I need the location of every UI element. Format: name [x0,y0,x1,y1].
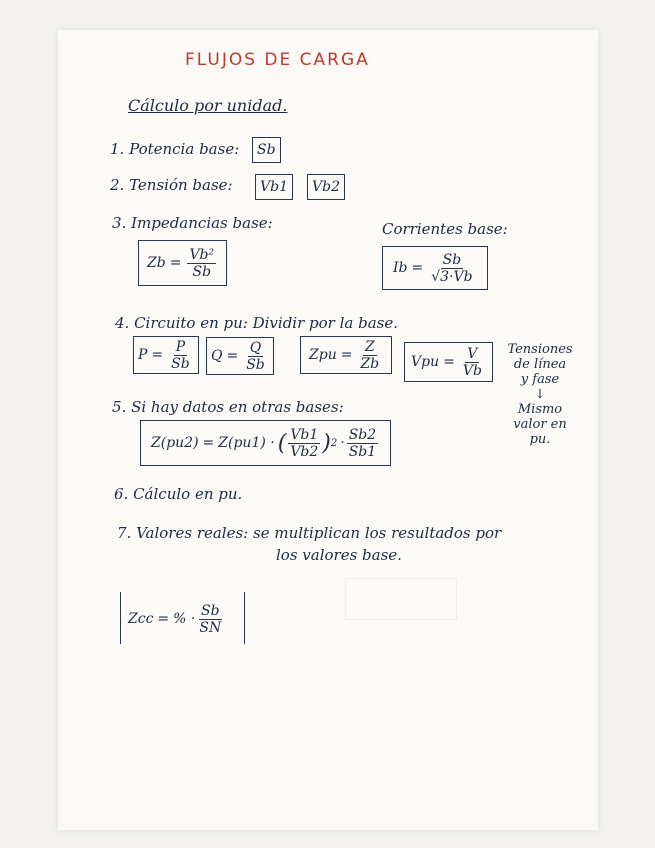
zcc-right-bracket [236,592,245,644]
q-lhs: Q [211,348,223,364]
step-2-box-1-label: Vb1 [260,179,288,195]
equals-sign: = [226,348,239,364]
step-3-text: 3. Impedancias base: [112,214,273,232]
conv-lhs: Z(pu2) [151,435,199,451]
bleed-through-mark [345,578,457,620]
zb-denominator: Sb [192,263,212,280]
equals-sign: = [443,354,455,370]
q-numerator: Q [249,339,262,356]
step-4-text: 4. Circuito en pu: Dividir por la base. [115,314,399,332]
step-1-text: 1. Potencia base: [110,140,240,158]
equals-sign: = [411,260,424,276]
step-7-text-line-1: 7. Valores reales: se multiplican los resultados por [117,524,502,542]
step-1-box [252,137,281,163]
open-paren: ( [277,430,287,456]
equals-sign: = [151,347,164,363]
conv-power-denominator: Sb1 [348,443,377,460]
conv-exponent: 2 [330,437,338,449]
zcc-fraction [197,603,223,636]
currents-base-text: Corrientes base: [382,220,508,238]
dot-operator: · [340,435,345,451]
vpu-numerator: V [467,345,478,362]
base-conversion-formula-box [140,420,391,466]
vpu-formula-box [404,342,493,382]
step-5-text: 5. Si hay datos en otras bases: [112,398,344,416]
equals-sign: = [169,255,182,271]
side-note-line-5: valor en [513,417,567,432]
arrow-down-icon: ↓ [534,387,546,402]
step-6-text: 6. Cálculo en pu. [114,485,243,503]
zpu-lhs: Zpu [309,347,337,363]
step-1-box-label: Sb [257,142,276,158]
p-numerator: P [175,338,186,355]
section-subtitle: Cálculo por unidad. [128,96,288,115]
zpu-fraction [358,339,381,372]
close-paren: ) [322,430,331,456]
ib-denominator: √3·Vb [431,268,473,285]
side-note-line-4: Mismo [517,402,563,417]
step-7-text-line-2: los valores base. [276,546,402,564]
side-note-line-2: de línea [513,357,567,372]
p-denominator: Sb [171,355,190,372]
vpu-denominator: Vb [462,362,482,379]
p-lhs: P [138,347,148,363]
step-2-box-2 [307,174,345,200]
zcc-mid: % · [173,611,196,627]
step-2-box-1 [255,174,293,200]
zpu-formula-box [300,336,392,374]
zcc-lhs: Zcc [128,611,154,627]
conv-voltage-denominator: Vb2 [290,443,319,460]
step-2-box-2-label: Vb2 [312,179,340,195]
equals-sign: = [157,611,170,627]
step-2-text: 2. Tensión base: [110,176,233,194]
zb-formula-box [138,240,227,286]
p-fraction [169,339,192,372]
side-note-line-3: y fase [520,372,560,387]
zb-numerator: Vb² [189,246,215,263]
q-denominator: Sb [246,356,265,373]
ib-numerator: Sb [442,251,462,268]
conv-voltage-fraction [288,427,320,460]
conv-power-numerator: Sb2 [348,426,377,443]
side-note-line-6: pu. [529,432,551,447]
zcc-numerator: Sb [201,602,220,619]
vpu-fraction [461,346,484,379]
q-fraction [244,340,267,373]
ib-formula-box [382,246,488,290]
zpu-numerator: Z [364,338,375,355]
p-formula-box [133,336,199,374]
ib-lhs: Ib [393,260,408,276]
side-note [500,342,580,447]
zpu-denominator: Zb [360,355,380,372]
zcc-formula [124,598,229,640]
ib-fraction [429,252,474,285]
q-formula-box [206,337,274,375]
equals-sign: = [340,347,353,363]
vpu-lhs: Vpu [411,354,440,370]
zcc-denominator: SN [199,619,222,636]
conv-mid: Z(pu1) · [218,435,275,451]
zb-fraction [187,247,216,280]
equals-sign: = [202,435,215,451]
page-title: FLUJOS DE CARGA [185,50,370,70]
conv-power-fraction [347,427,378,460]
conv-voltage-numerator: Vb1 [290,426,319,443]
side-note-line-1: Tensiones [507,342,573,357]
zb-lhs: Zb [147,255,166,271]
